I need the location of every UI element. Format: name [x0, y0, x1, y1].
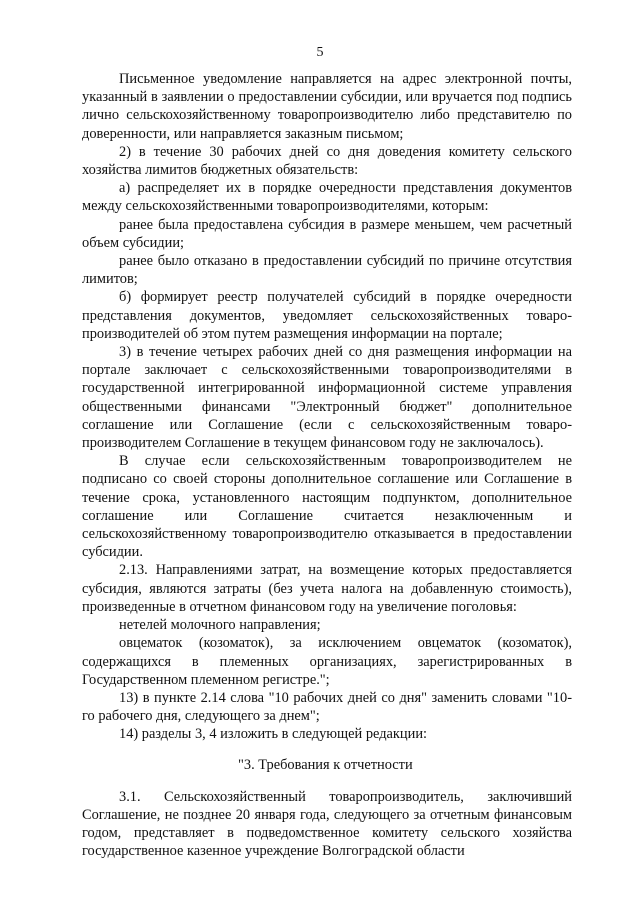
page-number: 5 [316, 45, 324, 60]
section-heading: "3. Требования к отчетности [238, 756, 413, 773]
paragraph-previously-refused: ранее было отказано в предоставлении субсидий по причине отсутствия лимитов; [82, 253, 572, 288]
paragraph-ewes: овцематок (козоматок), за исключением овцематок (козоматок), содержащихся в племенных организациях, зарегистрированных в Государственном племенном регистре."; [82, 635, 572, 688]
paragraph-item-2a: а) распределяет их в порядке очередности представления документов между сельскохозяйственными товаропроизводителями, которым: [82, 180, 572, 215]
document-body [82, 70, 572, 861]
paragraph-item-14: 14) разделы 3, 4 изложить в следующей редакции: [119, 726, 428, 743]
paragraph-item-2b: б) формирует реестр получателей субсидий в порядке очередности представления документов, уведомляет сельскохозяйственных товаропроизводителей об этом путем размещения информации на портале; [82, 289, 572, 342]
paragraph-2-13: 2.13. Направлениями затрат, на возмещение которых предоставляется субсидия, являются затраты (без учета налога на добавленную стоимость), произведенные в отчетном финансовом году на увеличение поголовья: [82, 562, 572, 615]
paragraph-item-2: 2) в течение 30 рабочих дней со дня доведения комитету сельского хозяйства лимитов бюджетных обязательств: [82, 143, 572, 179]
paragraph-3-1: 3.1. Сельскохозяйственный товаропроизводитель, заключивший Соглашение, не позднее 20 января года, следующего за отчетным финансовым годом, представляет в подведомственное комитету сельского хозяйства государственное казенное учреждение Волгоградской области [82, 788, 572, 860]
paragraph-heifers: нетелей молочного направления; [119, 617, 321, 634]
paragraph-previously-granted: ранее была предоставлена субсидия в размере меньшем, чем расчетный объем субсидии; [82, 216, 572, 251]
paragraph-item-13: 13) в пункте 2.14 слова "10 рабочих дней со дня" заменить словами "10-го рабочего дня, следующего за днем"; [82, 689, 572, 725]
paragraph-notification: Письменное уведомление направляется на адрес электронной почты, указанный в заявлении о предоставлении субсидии, или вручается под подпись лично сельскохозяйственному товаропроизводителю либо представителю по доверенности, или направляется заказным письмом; [82, 71, 572, 142]
paragraph-item-3: 3) в течение четырех рабочих дней со дня размещения информации на портале заключает с сельскохозяйственными товаропроизводителями в государственной интегрированной информационной системе управления общественными финансами "Электронный бюджет" дополнительное соглашение или Соглашение (если с сельскохозяйственным товаропроизводителем Соглашение в текущем финансовом году не заключалось). [82, 344, 572, 452]
paragraph-unsigned-case: В случае если сельскохозяйственным товаропроизводителем не подписано со своей стороны дополнительное соглашение или Соглашение в течение срока, установленного настоящим подпунктом, дополнительное соглашение или Соглашение считается незаключенным и сельскохозяйственному товаропроизводителю отказывается в предоставлении субсидии. [82, 453, 572, 561]
